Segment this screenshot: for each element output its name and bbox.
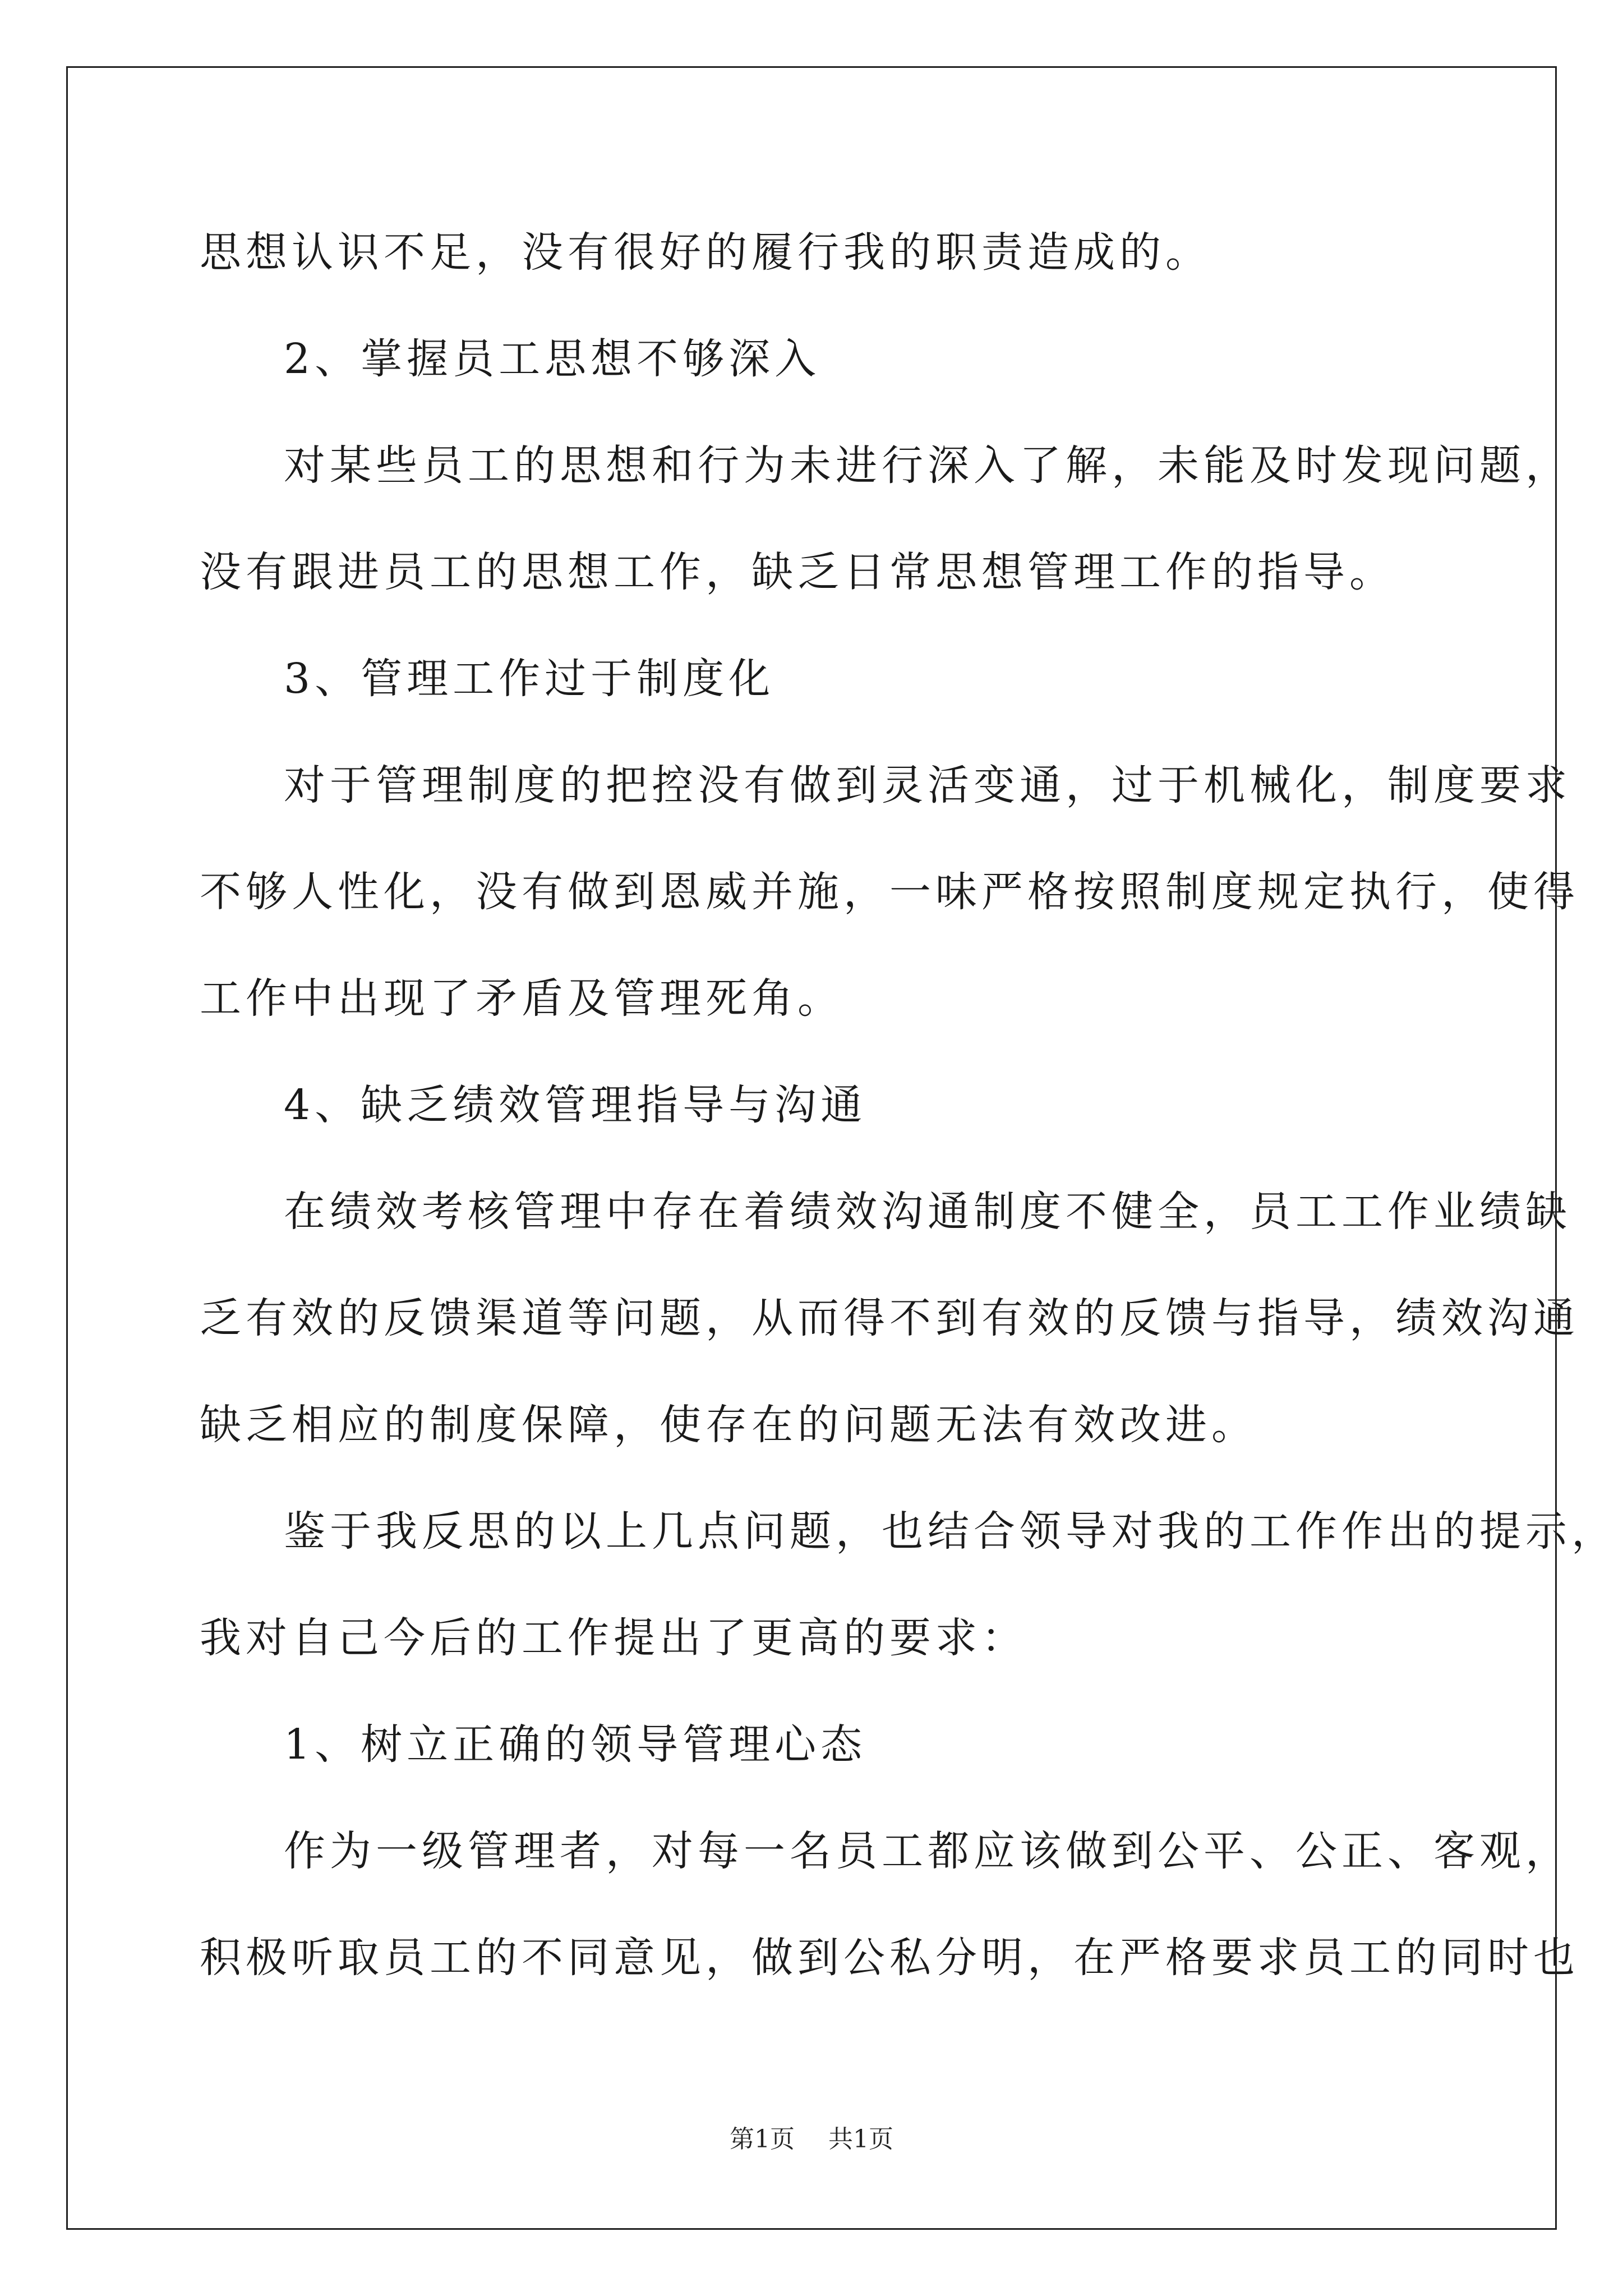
document-body bbox=[200, 199, 1617, 2011]
page-total: 共1页 bbox=[828, 2125, 893, 2154]
section-heading: 4、缺乏绩效管理指导与沟通 bbox=[284, 1081, 867, 1129]
text-line: 作为一级管理者，对每一名员工都应该做到公平、公正、客观， bbox=[284, 1827, 1571, 1875]
page-number: 第1页 bbox=[730, 2125, 795, 2154]
text-line: 对某些员工的思想和行为未进行深入了解，未能及时发现问题， bbox=[284, 441, 1571, 490]
text-line: 积极听取员工的不同意见，做到公私分明，在严格要求员工的同时也 bbox=[200, 1934, 1579, 1982]
page-footer bbox=[0, 2123, 1623, 2156]
text-line: 缺乏相应的制度保障，使存在的问题无法有效改进。 bbox=[200, 1401, 1257, 1449]
text-line: 鉴于我反思的以上几点问题，也结合领导对我的工作作出的提示， bbox=[284, 1507, 1617, 1556]
text-line: 思想认识不足，没有很好的履行我的职责造成的。 bbox=[200, 228, 1211, 277]
text-line: 乏有效的反馈渠道等问题，从而得不到有效的反馈与指导，绩效沟通 bbox=[200, 1294, 1579, 1342]
text-line: 没有跟进员工的思想工作，缺乏日常思想管理工作的指导。 bbox=[200, 548, 1395, 596]
section-heading: 1、树立正确的领导管理心态 bbox=[284, 1720, 867, 1769]
text-line: 不够人性化，没有做到恩威并施，一味严格按照制度规定执行，使得 bbox=[200, 868, 1579, 916]
section-heading: 3、管理工作过于制度化 bbox=[284, 655, 775, 703]
text-line: 工作中出现了矛盾及管理死角。 bbox=[200, 974, 843, 1023]
section-heading: 2、掌握员工思想不够深入 bbox=[284, 335, 821, 383]
text-line: 对于管理制度的把控没有做到灵活变通，过于机械化，制度要求 bbox=[284, 761, 1571, 809]
text-line: 我对自己今后的工作提出了更高的要求： bbox=[200, 1614, 1027, 1662]
text-line: 在绩效考核管理中存在着绩效沟通制度不健全，员工工作业绩缺 bbox=[284, 1188, 1571, 1236]
